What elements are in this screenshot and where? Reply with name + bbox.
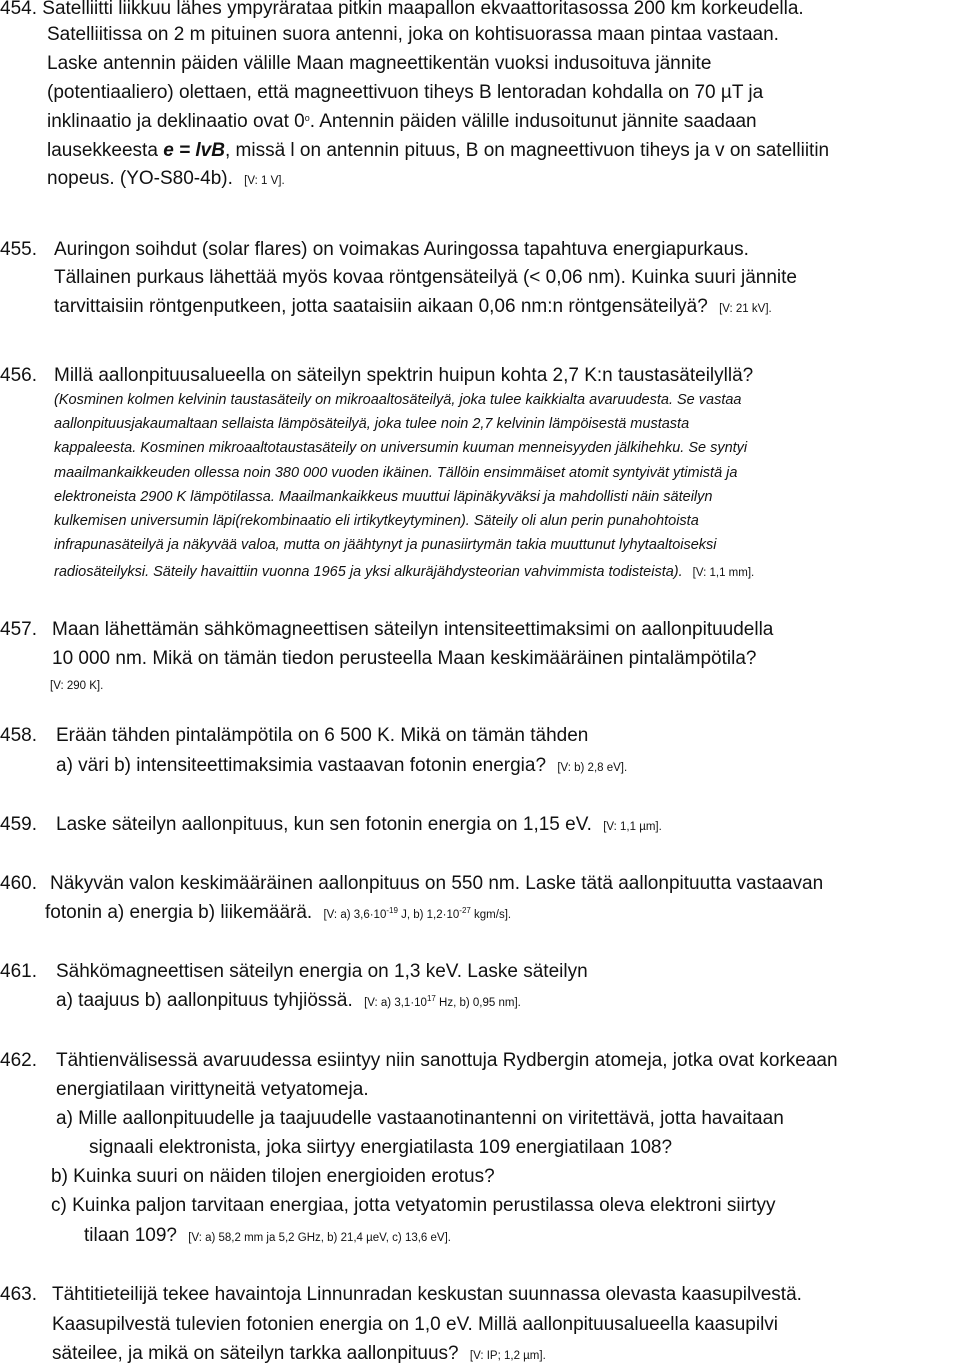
problem-text: , missä l on antennin pituus, B on magneettivuon tiheys ja v on satelliitin	[224, 140, 830, 161]
problem-454-line-6	[47, 139, 829, 163]
problem-number: 457.	[0, 619, 37, 640]
exponent: -27	[459, 906, 471, 915]
answer: [V: b) 2,8 eV].	[557, 762, 628, 774]
problem-text: nopeus. (YO-S80-4b).	[47, 168, 233, 189]
problem-text: . Antennin päiden välille indusoitunut jännite saadaan	[309, 111, 757, 132]
note-line-6: kulkemisen universumin läpi(rekombinaatio eli irtikytkeytyminen). Säteily oli alun perin punahohtoista	[54, 513, 699, 529]
problem-number: 459.	[0, 814, 37, 835]
formula: e = lvB	[163, 140, 225, 161]
problem-458-line-1	[0, 724, 588, 748]
answer: [V: 1,1 µm].	[603, 821, 662, 833]
problem-462-part-c-cont	[84, 1224, 451, 1250]
problem-454-line-2: Satelliitissa on 2 m pituinen suora antenni, joka on kohtisuorassa maan pintaa vastaan.	[47, 24, 779, 45]
problem-460-line-1	[0, 872, 823, 896]
problem-461-line-2	[56, 989, 521, 1015]
problem-text: tarvittaisiin röntgenputkeen, jotta saataisiin aikaan 0,06 nm:n röntgensäteilyä?	[54, 296, 708, 317]
problem-457-line-1	[0, 618, 773, 642]
note-line-2: aallonpituusjakaumaltaan sellaista lämpösäteilyä, joka tulee noin 2,7 kelvinin lämpöisestä mustasta	[54, 416, 690, 432]
problem-number: 454.	[0, 0, 37, 19]
problem-463-line-1	[0, 1283, 802, 1307]
problem-457-answer-line	[50, 672, 103, 698]
problem-text: Tähtitieteilijä tekee havaintoja Linnunradan keskustan suunnassa olevasta kaasupilvestä.	[52, 1284, 802, 1305]
note-line-4: maailmankaikkeuden ollessa noin 380 000 vuoden ikäinen. Tällöin ensimmäiset atomit syntyivät ytimistä ja	[54, 465, 738, 481]
note-line-5: elektroneista 2900 K lämpötilassa. Maailmankaikkeus muuttui läpinäkyväksi ja mahdollisti näin säteilyn	[54, 489, 713, 505]
problem-number: 461.	[0, 961, 37, 982]
problem-460-line-2	[45, 901, 511, 927]
problem-text: inklinaatio ja deklinaatio ovat 0	[47, 111, 305, 132]
answer: [V: 1 V].	[244, 175, 285, 187]
problem-number: 460.	[0, 873, 37, 894]
problem-455-line-2: Tällainen purkaus lähettää myös kovaa röntgensäteilyä (< 0,06 nm). Kuinka suuri jännite	[54, 267, 798, 288]
problem-text: Laske säteilyn aallonpituus, kun sen fotonin energia on 1,15 eV.	[56, 814, 592, 835]
exponent: -19	[386, 906, 398, 915]
problem-text: Tähtienvälisessä avaruudessa esiintyy niin sanottuja Rydbergin atomeja, jotka ovat korkeaan	[56, 1050, 838, 1071]
answer	[323, 906, 512, 921]
problem-number: 456.	[0, 365, 37, 386]
problem-463-line-3	[52, 1342, 546, 1368]
note-line-3: kappaleesta. Kosminen mikroaaltotaustasäteily on universumin kuuman menneisyyden jälkihehku. Se syntyi	[54, 440, 748, 456]
problem-text: Millä aallonpituusalueella on säteilyn spektrin huipun kohta 2,7 K:n taustasäteilyllä?	[54, 365, 754, 386]
note-line-7: infrapunasäteilyä ja näkyvää valoa, mutta on jäähtynyt ja punasiirtymän takia muuttunut lyhytaaltoiseksi	[54, 537, 717, 553]
problem-text: lausekkeesta	[47, 140, 164, 161]
answer: [V: a) 58,2 mm ja 5,2 GHz, b) 21,4 µeV, c) 13,6 eV].	[188, 1232, 451, 1244]
problem-462-line-1	[0, 1049, 838, 1073]
answer: [V: 21 kV].	[719, 303, 772, 315]
exponent: 17	[426, 994, 436, 1003]
problem-458-line-2	[56, 754, 627, 780]
answer-part: [V: a) 3,1·10	[364, 997, 427, 1009]
problem-text: a) taajuus b) aallonpituus tyhjiössä.	[56, 990, 353, 1011]
answer: [V: IP; 1,2 µm].	[469, 1350, 546, 1362]
problem-text: Satelliitti liikkuu lähes ympyrärataa pitkin maapallon ekvaattoritasossa 200 km korkeudella.	[42, 0, 804, 19]
problem-text: säteilee, ja mikä on säteilyn tarkka aallonpituus?	[52, 1343, 459, 1364]
answer: [V: 290 K].	[50, 680, 104, 692]
problem-454-line-5	[47, 110, 757, 134]
problem-text: Auringon soihdut (solar flares) on voimakas Auringossa tapahtuva energiapurkaus.	[54, 239, 749, 260]
problem-461-line-1	[0, 960, 588, 984]
problem-454-line-4: (potentiaaliero) olettaen, että magneettivuon tiheys B lentoradan kohdalla on 70 µT ja	[47, 82, 764, 103]
answer	[364, 994, 521, 1009]
answer-part: J, b) 1,2·10	[397, 909, 460, 921]
problem-text: a) väri b) intensiteettimaksimia vastaavan fotonin energia?	[56, 755, 547, 776]
problem-number: 463.	[0, 1284, 37, 1305]
problem-454-line-1	[0, 0, 804, 21]
problem-454-line-3: Laske antennin päiden välille Maan magneettikentän vuoksi indusoituva jännite	[47, 53, 712, 74]
problem-454-line-7	[47, 167, 285, 193]
answer: [V: 1,1 mm].	[692, 567, 755, 579]
problem-text: Maan lähettämän sähkömagneettisen säteilyn intensiteettimaksimi on aallonpituudella	[52, 619, 774, 640]
problem-463-line-2: Kaasupilvestä tulevien fotonien energia on 1,0 eV. Millä aallonpituusalueella kaasupilvi	[52, 1314, 779, 1335]
problem-text: tilaan 109?	[84, 1225, 177, 1246]
problem-text: fotonin a) energia b) liikemäärä.	[45, 902, 313, 923]
problem-number: 462.	[0, 1050, 37, 1071]
problem-462-part-c: c) Kuinka paljon tarvitaan energiaa, jotta vetyatomin perustilassa oleva elektroni siirtyy	[51, 1195, 776, 1216]
problem-455-line-1	[0, 238, 749, 262]
problem-462-part-a: a) Mille aallonpituudelle ja taajuudelle vastaanotinantenni on viritettävä, jotta havaitaan	[56, 1108, 784, 1129]
note-line-8	[54, 562, 754, 583]
problem-text: Näkyvän valon keskimääräinen aallonpituus on 550 nm. Laske tätä aallonpituutta vastaavan	[50, 873, 824, 894]
problem-459-line-1	[0, 813, 662, 839]
problem-text: Erään tähden pintalämpötila on 6 500 K. Mikä on tämän tähden	[56, 725, 589, 746]
problem-456-line-1	[0, 364, 753, 388]
problem-number: 458.	[0, 725, 37, 746]
problem-462-line-2: energiatilaan virittyneitä vetyatomeja.	[56, 1079, 369, 1100]
answer-part: [V: a) 3,6·10	[323, 909, 387, 921]
problem-457-line-2: 10 000 nm. Mikä on tämän tiedon perusteella Maan keskimääräinen pintalämpötila?	[52, 648, 757, 669]
problem-455-line-3	[54, 295, 772, 321]
note-text: radiosäteilyksi. Säteily havaittiin vuonna 1965 ja yksi alkuräjähdysteorian vahvimmista todisteista).	[54, 564, 683, 580]
answer-part: Hz, b) 0,95 nm].	[435, 997, 521, 1009]
answer-part: kgm/s].	[470, 909, 512, 921]
problem-number: 455.	[0, 239, 37, 260]
problem-text: Sähkömagneettisen säteilyn energia on 1,3 keV. Laske säteilyn	[56, 961, 588, 982]
problem-462-part-b: b) Kuinka suuri on näiden tilojen energioiden erotus?	[51, 1166, 495, 1187]
note-line-1: (Kosminen kolmen kelvinin taustasäteily on mikroaaltosäteilyä, joka tulee kaikkialta avaruudesta. Se vastaa	[54, 392, 742, 408]
problem-462-part-a-cont: signaali elektronista, joka siirtyy energiatilasta 109 energiatilaan 108?	[89, 1137, 673, 1158]
degree-superscript: o	[304, 113, 310, 123]
